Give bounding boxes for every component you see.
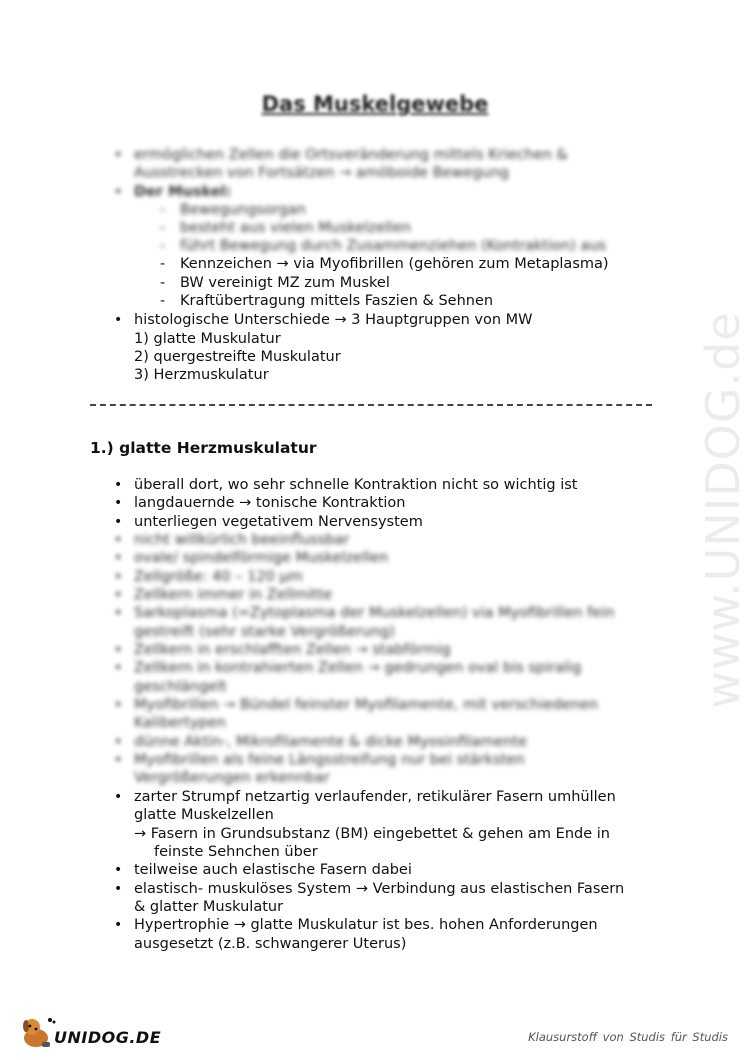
list-item-text: ausgesetzt (z.B. schwangerer Uterus) (134, 936, 407, 952)
dashed-divider (90, 404, 652, 406)
list-item-text: Kalibertypen (134, 715, 226, 731)
list-item-text: Vergrößerungen erkennbar (134, 770, 330, 786)
bullet-marker: • (114, 184, 123, 200)
list-item-text: geschlängelt (134, 679, 227, 695)
list-item-text: histologische Unterschiede → 3 Hauptgruppen von MW (134, 312, 533, 328)
document-title: Das Muskelgewebe (261, 92, 489, 116)
dash-marker: - (160, 256, 166, 272)
bullet-marker: • (114, 147, 123, 163)
list-item-text: zarter Strumpf netzartig verlaufender, retikulärer Fasern umhüllen (134, 789, 616, 805)
list-item-text: dünne Aktin-, Mikrofilamente & dicke Myosinfilamente (134, 734, 528, 750)
list-item-text: 3) Herzmuskulatur (134, 367, 269, 383)
list-item-text: führt Bewegung durch Zusammenziehen (Kontraktion) aus (180, 238, 607, 254)
list-item-text: Sarkoplasma (=Zytoplasma der Muskelzellen) via Myofibrillen fein (134, 605, 615, 621)
list-item-text: elastisch- muskulöses System → Verbindung aus elastischen Fasern (134, 881, 625, 897)
list-item-text: Zellkern in kontrahierten Zellen → gedrungen oval bis spiralig (134, 660, 582, 676)
dash-marker: - (160, 220, 166, 236)
list-item-text: 2) quergestreifte Muskulatur (134, 349, 341, 365)
bullet-marker: • (114, 917, 123, 933)
bullet-marker: • (114, 789, 123, 805)
bullet-marker: • (114, 605, 123, 621)
list-item-text: → Fasern in Grundsubstanz (BM) eingebettet & gehen am Ende in (134, 826, 610, 842)
bullet-marker: • (114, 587, 123, 603)
list-item-text: Zellgröße: 40 – 120 µm (134, 569, 303, 585)
dog-icon (18, 1012, 58, 1052)
dash-marker: - (160, 202, 166, 218)
bullet-marker: • (114, 569, 123, 585)
bullet-marker: • (114, 495, 123, 511)
watermark (693, 280, 750, 740)
list-item-text: Hypertrophie → glatte Muskulatur ist bes. hohen Anforderungen (134, 917, 598, 933)
list-item-text: glatte Muskelzellen (134, 807, 274, 823)
bullet-marker: • (114, 312, 123, 328)
list-item-text: Ausstrecken von Fortsätzen → amöboide Bewegung (134, 165, 510, 181)
footer-tagline: Klausurstoff von Studis für Studis (528, 1030, 728, 1044)
bullet-marker: • (114, 881, 123, 897)
list-item-text: & glatter Muskulatur (134, 899, 284, 915)
list-item-text: ovale/ spindelförmige Muskelzellen (134, 550, 389, 566)
bullet-marker: • (114, 477, 123, 493)
list-item-text: Zellkern in erschlafften Zellen → stabförmig (134, 642, 451, 658)
list-item-text: BW vereinigt MZ zum Muskel (180, 275, 390, 291)
bullet-marker: • (114, 550, 123, 566)
list-item-text: unterliegen vegetativem Nervensystem (134, 514, 423, 530)
bullet-marker: • (114, 734, 123, 750)
list-item-text: Myofibrillen als feine Längsstreifung nur bei stärksten (134, 752, 525, 768)
bullet-marker: • (114, 642, 123, 658)
list-item-text: Kraftübertragung mittels Faszien & Sehnen (180, 293, 494, 309)
list-item-text: teilweise auch elastische Fasern dabei (134, 862, 412, 878)
list-item-text: besteht aus vielen Muskelzellen (180, 220, 412, 236)
list-item-text: ermöglichen Zellen die Ortsveränderung mittels Kriechen & (134, 147, 568, 163)
list-item-text: langdauernde → tonische Kontraktion (134, 495, 406, 511)
list-item-text: überall dort, wo sehr schnelle Kontraktion nicht so wichtig ist (134, 477, 578, 493)
watermark-text: www.UNIDOG.de (696, 311, 750, 709)
bullet-marker: • (114, 697, 123, 713)
dash-marker: - (160, 293, 166, 309)
dash-marker: - (160, 238, 166, 254)
logo-text: UNIDOG.DE (54, 1028, 162, 1047)
list-item-text: Zellkern immer in Zellmitte (134, 587, 333, 603)
section-heading: 1.) glatte Herzmuskulatur (90, 439, 317, 457)
list-item-text: Der Muskel: (134, 184, 232, 200)
list-item-text: Myofibrillen → Bündel feinster Myofilamente, mit verschiedenen (134, 697, 598, 713)
list-item-text: Bewegungsorgan (180, 202, 306, 218)
bullet-marker: • (114, 532, 123, 548)
list-item-text: Kennzeichen → via Myofibrillen (gehören zum Metaplasma) (180, 256, 609, 272)
list-item-text: nicht willkürlich beeinflussbar (134, 532, 350, 548)
bullet-marker: • (114, 862, 123, 878)
bullet-marker: • (114, 514, 123, 530)
unidog-logo (18, 1012, 162, 1052)
list-item-text: feinste Sehnchen über (154, 844, 318, 860)
bullet-marker: • (114, 752, 123, 768)
list-item-text: gestreift (sehr starke Vergrößerung) (134, 624, 395, 640)
bullet-marker: • (114, 660, 123, 676)
list-item-text: 1) glatte Muskulatur (134, 331, 281, 347)
dash-marker: - (160, 275, 166, 291)
